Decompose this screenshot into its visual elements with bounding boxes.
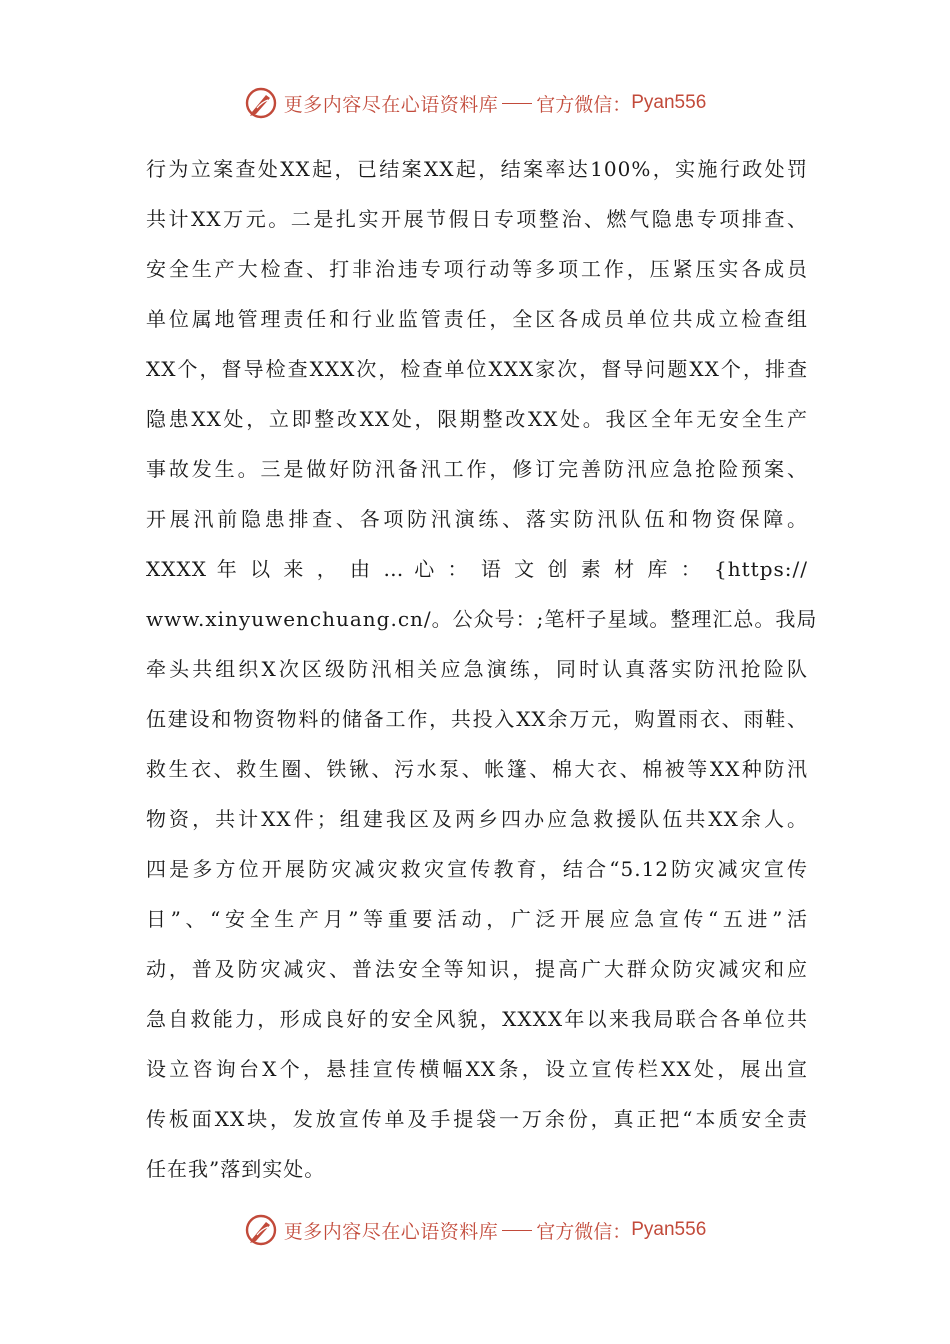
body-line: 设立咨询台X个，悬挂宣传横幅XX条，设立宣传栏XX处，展出宣 (146, 1057, 808, 1081)
body-text (146, 144, 818, 1194)
body-line: 伍建设和物资物料的储备工作，共投入XX余万元，购置雨衣、雨鞋、 (146, 707, 808, 731)
body-line: 物资，共计XX件；组建我区及两乡四办应急救援队伍共XX余人。 (146, 807, 808, 831)
header-wechat-id: Pyan556 (631, 92, 707, 113)
header-contact-label: 官方微信： (536, 93, 632, 116)
body-line: XXXX 年 以 来 ， 由 … 心 ： 语 文 创 素 材 库 ： {https:// (146, 557, 808, 581)
pen-circle-logo-icon (244, 1213, 278, 1247)
footer-contact-label: 官方微信： (536, 1220, 632, 1243)
header-dash-divider (502, 103, 532, 104)
body-line: www.xinyuwenchuang.cn/。公众号：;笔杆子星域。整理汇总。我局 (146, 607, 818, 631)
body-line: 事故发生。三是做好防汛备汛工作，修订完善防汛应急抢险预案、 (146, 457, 808, 481)
body-line: 传板面XX块，发放宣传单及手提袋一万余份，真正把“本质安全责 (146, 1107, 808, 1131)
body-line: 救生衣、救生圈、铁锹、污水泵、帐篷、棉大衣、棉被等XX种防汛 (146, 757, 808, 781)
body-line: 日”、“安全生产月”等重要活动，广泛开展应急宣传“五进”活 (146, 907, 808, 931)
pen-circle-logo-icon (244, 86, 278, 120)
body-line: 动，普及防灾减灾、普法安全等知识，提高广大群众防灾减灾和应 (146, 957, 808, 981)
footer-brand-text: 更多内容尽在心语资料库 (283, 1220, 499, 1243)
header-brand-text: 更多内容尽在心语资料库 (283, 93, 499, 116)
body-line: 四是多方位开展防灾减灾救灾宣传教育，结合“5.12防灾减灾宣传 (146, 857, 808, 881)
body-line: 共计XX万元。二是扎实开展节假日专项整治、燃气隐患专项排查、 (146, 207, 808, 231)
body-line: 隐患XX处，立即整改XX处，限期整改XX处。我区全年无安全生产 (146, 407, 808, 431)
footer-dash-divider (502, 1230, 532, 1231)
body-line: 任在我”落到实处。 (146, 1157, 326, 1181)
body-line: 单位属地管理责任和行业监管责任，全区各成员单位共成立检查组 (146, 307, 808, 331)
body-line: 行为立案查处XX起，已结案XX起，结案率达100%，实施行政处罚 (146, 157, 808, 181)
body-line: 安全生产大检查、打非治违专项行动等多项工作，压紧压实各成员 (146, 257, 808, 281)
header-banner (0, 83, 950, 123)
body-line: 开展汛前隐患排查、各项防汛演练、落实防汛队伍和物资保障。 (146, 507, 808, 531)
body-line: 急自救能力，形成良好的安全风貌，XXXX年以来我局联合各单位共 (146, 1007, 808, 1031)
footer-banner (0, 1210, 950, 1250)
body-line: XX个，督导检查XXX次，检查单位XXX家次，督导问题XX个，排查 (146, 357, 808, 381)
footer-wechat-id: Pyan556 (631, 1219, 707, 1240)
body-line: 牵头共组织X次区级防汛相关应急演练，同时认真落实防汛抢险队 (146, 657, 808, 681)
